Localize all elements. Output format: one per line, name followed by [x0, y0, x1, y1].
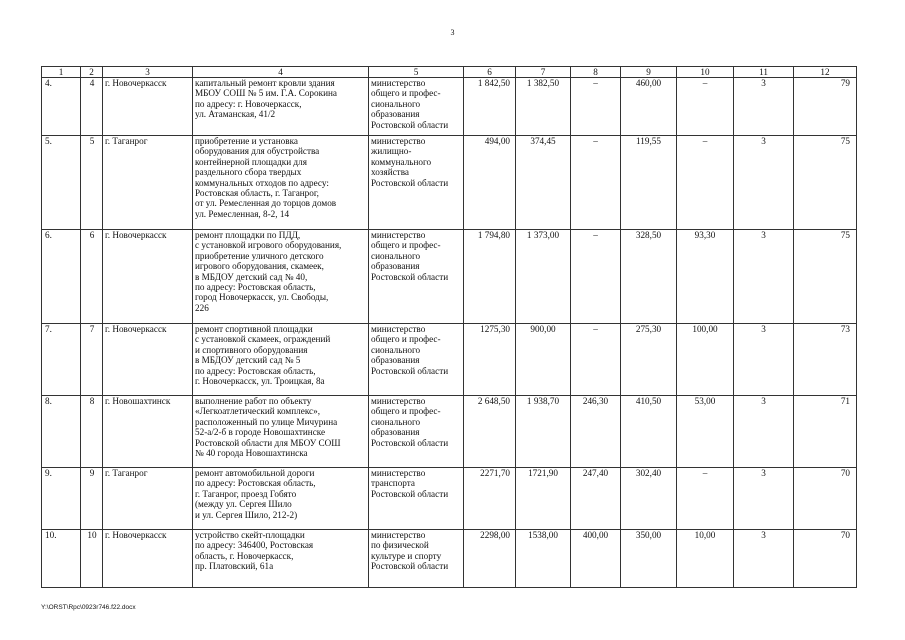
value-col8: 400,00: [571, 530, 621, 588]
description-cell-line: приобретение уличного детского: [195, 250, 324, 261]
value-col7: 1538,00: [516, 530, 571, 588]
column-header-9: 9: [621, 67, 677, 78]
value-col7: 374,45: [516, 136, 571, 230]
description-cell-line: № 40 города Новошахтинска: [195, 448, 308, 459]
description-cell-line: пр. Платовский, 61а: [195, 561, 274, 572]
value-col9: 275,30: [621, 324, 677, 396]
row-number: 5.: [42, 136, 81, 230]
value-col9: 460,00: [621, 78, 677, 136]
description-cell-line: ул. Ремесленная, 8-2, 14: [195, 208, 290, 219]
table-row: [42, 230, 857, 324]
ministry-cell-line: Ростовской области: [371, 119, 449, 130]
city-cell: г. Новочеркасск: [103, 230, 193, 324]
row-number: 7.: [42, 324, 81, 396]
column-header-11: 11: [734, 67, 794, 78]
ministry-cell-line: министерство: [371, 324, 426, 334]
description-cell-line: от ул. Ремесленная до торцов домов: [195, 198, 337, 209]
file-path-footer: Y:\ORST\Rpc\0923r746.f22.docx: [41, 604, 136, 611]
row-index: 7: [81, 324, 103, 396]
description-cell-line: 52-а/2-б в городе Новошахтинске: [195, 427, 326, 438]
value-col12: 75: [794, 230, 857, 324]
ministry-cell-line: Ростовской области: [371, 437, 449, 448]
value-col6: 1275,30: [464, 324, 516, 396]
ministry-cell-line: культуре и спорту: [371, 550, 442, 561]
description-cell-line: ремонт автомобильной дороги: [195, 468, 315, 478]
column-header-12: 12: [794, 67, 857, 78]
ministry-cell: [369, 468, 464, 530]
row-index: 4: [81, 78, 103, 136]
table-row: [42, 468, 857, 530]
ministry-cell-line: образования: [371, 427, 420, 438]
table-row: [42, 396, 857, 468]
table-row: [42, 136, 857, 230]
ministry-cell-line: министерство: [371, 530, 426, 540]
description-cell-line: в МБДОУ детский сад № 40,: [195, 271, 308, 282]
value-col10: –: [677, 136, 734, 230]
row-index: 6: [81, 230, 103, 324]
ministry-cell-line: транспорта: [371, 478, 415, 489]
value-col11: 3: [734, 468, 794, 530]
column-header-3: 3: [103, 67, 193, 78]
description-cell-line: по адресу: Ростовская область,: [195, 365, 316, 376]
description-cell-line: ул. Атаманская, 41/2: [195, 109, 276, 120]
value-col9: 410,50: [621, 396, 677, 468]
description-cell: [193, 136, 369, 230]
city-cell: г. Новочеркасск: [103, 78, 193, 136]
description-cell-line: оборудования для обустройства: [195, 146, 320, 157]
description-cell-line: по адресу: 346400, Ростовская: [195, 540, 314, 551]
row-index: 8: [81, 396, 103, 468]
ministry-cell-line: Ростовской области: [371, 561, 449, 572]
column-header-8: 8: [571, 67, 621, 78]
description-cell-line: по адресу: г. Новочеркасск,: [195, 98, 302, 109]
description-cell-line: с установкой скамеек, ограждений: [195, 334, 331, 345]
description-cell: [193, 468, 369, 530]
ministry-cell: [369, 530, 464, 588]
column-header-6: 6: [464, 67, 516, 78]
description-cell-line: г. Новочеркасск, ул. Троицкая, 8а: [195, 376, 325, 387]
row-number: 8.: [42, 396, 81, 468]
city-cell: г. Новочеркасск: [103, 530, 193, 588]
description-cell-line: ремонт площадки по ПДД,: [195, 230, 301, 240]
ministry-cell: [369, 230, 464, 324]
value-col9: 328,50: [621, 230, 677, 324]
row-number: 4.: [42, 78, 81, 136]
description-cell-line: приобретение и установка: [195, 136, 299, 146]
ministry-cell-line: образования: [371, 261, 420, 272]
table-body: [42, 78, 857, 588]
value-col6: 2 648,50: [464, 396, 516, 468]
table-row: [42, 324, 857, 396]
ministry-cell-line: сионального: [371, 98, 421, 109]
ministry-cell-line: министерство: [371, 396, 426, 406]
value-col12: 75: [794, 136, 857, 230]
value-col8: –: [571, 136, 621, 230]
ministry-cell-line: хозяйства: [371, 167, 409, 178]
description-cell: [193, 78, 369, 136]
description-cell-line: г. Таганрог, проезд Гобято: [195, 488, 297, 499]
description-cell-line: с установкой игрового оборудования,: [195, 240, 342, 251]
description-cell: [193, 530, 369, 588]
ministry-cell-line: министерство: [371, 136, 426, 146]
value-col12: 73: [794, 324, 857, 396]
data-table: [41, 66, 857, 588]
description-cell-line: выполнение работ по объекту: [195, 396, 312, 406]
value-col7: 1 938,70: [516, 396, 571, 468]
value-col9: 350,00: [621, 530, 677, 588]
ministry-cell-line: сионального: [371, 344, 421, 355]
value-col9: 302,40: [621, 468, 677, 530]
description-cell-line: ремонт спортивной площадки: [195, 324, 313, 334]
description-cell-line: 226: [195, 302, 209, 313]
value-col11: 3: [734, 324, 794, 396]
city-cell: г. Новошахтинск: [103, 396, 193, 468]
description-cell-line: игрового оборудования, скамеек,: [195, 261, 324, 272]
value-col8: 246,30: [571, 396, 621, 468]
description-cell-line: по адресу: Ростовская область,: [195, 282, 316, 293]
description-cell: [193, 324, 369, 396]
column-header-10: 10: [677, 67, 734, 78]
column-header-4: 4: [193, 67, 369, 78]
ministry-cell-line: министерство: [371, 78, 426, 88]
description-cell-line: город Новочеркасск, ул. Свободы,: [195, 292, 329, 303]
ministry-cell: [369, 396, 464, 468]
description-cell-line: капитальный ремонт кровли здания: [195, 78, 335, 88]
ministry-cell-line: Ростовской области: [371, 271, 449, 282]
value-col11: 3: [734, 530, 794, 588]
value-col12: 70: [794, 468, 857, 530]
description-cell-line: область, г. Новочеркасск,: [195, 550, 294, 561]
ministry-cell-line: образования: [371, 355, 420, 366]
value-col12: 70: [794, 530, 857, 588]
row-number: 6.: [42, 230, 81, 324]
ministry-cell-line: общего и профес-: [371, 406, 441, 417]
city-cell: г. Таганрог: [103, 468, 193, 530]
ministry-cell: [369, 78, 464, 136]
description-cell: [193, 396, 369, 468]
value-col6: 1 794,80: [464, 230, 516, 324]
table-row: [42, 78, 857, 136]
value-col11: 3: [734, 396, 794, 468]
description-cell-line: контейнерной площадки для: [195, 156, 307, 167]
column-header-7: 7: [516, 67, 571, 78]
column-header-1: 1: [42, 67, 81, 78]
ministry-cell: [369, 136, 464, 230]
description-cell-line: раздельного сбора твердых: [195, 167, 302, 178]
description-cell-line: коммунальных отходов по адресу:: [195, 177, 329, 188]
description-cell: [193, 230, 369, 324]
value-col8: –: [571, 78, 621, 136]
value-col8: 247,40: [571, 468, 621, 530]
value-col10: 53,00: [677, 396, 734, 468]
value-col11: 3: [734, 230, 794, 324]
value-col6: 494,00: [464, 136, 516, 230]
city-cell: г. Новочеркасск: [103, 324, 193, 396]
ministry-cell-line: Ростовской области: [371, 177, 449, 188]
ministry-cell-line: образования: [371, 109, 420, 120]
ministry-cell-line: общего и профес-: [371, 88, 441, 99]
ministry-cell-line: сионального: [371, 250, 421, 261]
value-col10: –: [677, 468, 734, 530]
value-col7: 1 373,00: [516, 230, 571, 324]
value-col10: –: [677, 78, 734, 136]
ministry-cell-line: жилищно-: [371, 146, 412, 157]
ministry-cell-line: Ростовской области: [371, 365, 449, 376]
table-row: [42, 530, 857, 588]
ministry-cell-line: сионального: [371, 416, 421, 427]
value-col10: 10,00: [677, 530, 734, 588]
ministry-cell-line: общего и профес-: [371, 334, 441, 345]
value-col6: 2298,00: [464, 530, 516, 588]
description-cell-line: расположенный по улице Мичурина: [195, 416, 338, 427]
column-header-2: 2: [81, 67, 103, 78]
value-col10: 93,30: [677, 230, 734, 324]
ministry-cell: [369, 324, 464, 396]
description-cell-line: в МБДОУ детский сад № 5: [195, 355, 301, 366]
ministry-cell-line: Ростовской области: [371, 488, 449, 499]
value-col6: 1 842,50: [464, 78, 516, 136]
description-cell-line: и спортивного оборудования: [195, 344, 308, 355]
description-cell-line: «Легкоатлетический комплекс»,: [195, 406, 321, 417]
column-header-row: [42, 67, 857, 78]
page-number: 3: [450, 28, 455, 37]
ministry-cell-line: министерство: [371, 468, 426, 478]
value-col11: 3: [734, 136, 794, 230]
value-col12: 71: [794, 396, 857, 468]
row-index: 5: [81, 136, 103, 230]
value-col7: 1721,90: [516, 468, 571, 530]
description-cell-line: Ростовская область, г. Таганрог,: [195, 188, 319, 199]
ministry-cell-line: общего и профес-: [371, 240, 441, 251]
value-col11: 3: [734, 78, 794, 136]
row-index: 9: [81, 468, 103, 530]
row-number: 9.: [42, 468, 81, 530]
description-cell-line: МБОУ СОШ № 5 им. Г.А. Сорокина: [195, 88, 337, 99]
value-col9: 119,55: [621, 136, 677, 230]
value-col8: –: [571, 230, 621, 324]
description-cell-line: Ростовской области для МБОУ СОШ: [195, 437, 341, 448]
description-cell-line: по адресу: Ростовская область,: [195, 478, 316, 489]
ministry-cell-line: коммунального: [371, 156, 432, 167]
value-col7: 900,00: [516, 324, 571, 396]
value-col7: 1 382,50: [516, 78, 571, 136]
ministry-cell-line: по физической: [371, 540, 429, 551]
description-cell-line: (между ул. Сергея Шило: [195, 499, 292, 510]
city-cell: г. Таганрог: [103, 136, 193, 230]
column-header-5: 5: [369, 67, 464, 78]
value-col12: 79: [794, 78, 857, 136]
value-col8: –: [571, 324, 621, 396]
row-index: 10: [81, 530, 103, 588]
ministry-cell-line: министерство: [371, 230, 426, 240]
description-cell-line: и ул. Сергея Шило, 212-2): [195, 509, 298, 520]
value-col6: 2271,70: [464, 468, 516, 530]
row-number: 10.: [42, 530, 81, 588]
value-col10: 100,00: [677, 324, 734, 396]
description-cell-line: устройство скейт-площадки: [195, 530, 305, 540]
